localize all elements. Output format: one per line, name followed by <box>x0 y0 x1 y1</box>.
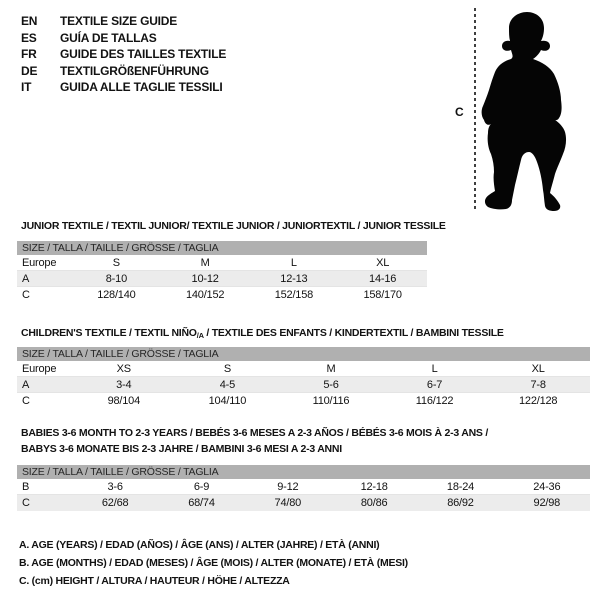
legend-item-b: B. AGE (MONTHS) / EDAD (MESES) / ÂGE (MOIS) / ALTER (MONATE) / ETÀ (MESI) <box>19 557 408 569</box>
section-title-children <box>21 325 504 344</box>
value-cell: 14-16 <box>369 272 397 285</box>
table-row-height <box>17 287 427 303</box>
babies-size-table <box>17 465 590 511</box>
value-cell: 80/86 <box>360 497 388 509</box>
section-title-subscript: /A <box>196 331 204 340</box>
row-label: C <box>22 395 30 407</box>
row-label: C <box>22 497 30 509</box>
table-row-height <box>17 393 590 409</box>
value-cell: 110/116 <box>312 395 350 407</box>
size-cell: L <box>431 362 438 375</box>
value-cell: 18-24 <box>446 480 475 493</box>
language-title: GUÍA DE TALLAS <box>60 30 157 45</box>
size-header-band: SIZE / TALLA / TAILLE / GRÖSSE / TAGLIA <box>17 465 590 479</box>
size-cell: M <box>200 256 210 269</box>
value-cell: 62/68 <box>101 497 129 509</box>
row-label: Europe <box>22 256 57 269</box>
language-row-it <box>21 79 226 96</box>
value-cell: 3-6 <box>107 480 123 493</box>
language-code: EN <box>21 14 38 28</box>
language-title-list <box>21 13 226 96</box>
value-cell: 158/170 <box>363 289 402 301</box>
value-cell: 152/158 <box>274 289 314 301</box>
legend <box>19 536 408 590</box>
size-cell: S <box>112 256 120 269</box>
value-cell: 3-4 <box>116 378 132 391</box>
section-title-junior: JUNIOR TEXTILE / TEXTIL JUNIOR/ TEXTILE JUNIOR / JUNIORTEXTIL / JUNIOR TESSILE <box>21 220 446 232</box>
legend-item-a: A. AGE (YEARS) / EDAD (AÑOS) / ÂGE (ANS) / ALTER (JAHRE) / ETÀ (ANNI) <box>19 539 380 551</box>
language-title: GUIDE DES TAILLES TEXTILE <box>60 47 227 61</box>
table-row-age <box>17 377 590 393</box>
size-header-band: SIZE / TALLA / TAILLE / GRÖSSE / TAGLIA <box>17 347 590 361</box>
language-title: GUIDA ALLE TAGLIE TESSILI <box>60 80 223 94</box>
value-cell: 5-6 <box>323 378 339 391</box>
value-cell: 8-10 <box>105 272 127 285</box>
value-cell: 12-13 <box>280 272 308 285</box>
size-cell: XL <box>376 256 390 269</box>
table-row-height <box>17 495 590 511</box>
size-cell: S <box>223 362 231 375</box>
row-label: A <box>22 272 30 285</box>
size-cell: L <box>290 256 297 269</box>
value-cell: 7-8 <box>530 378 546 391</box>
value-cell: 104/110 <box>208 395 247 407</box>
table-row-age <box>17 271 427 287</box>
language-row-de <box>21 63 226 80</box>
value-cell: 116/122 <box>415 395 454 407</box>
value-cell: 92/98 <box>533 497 561 509</box>
value-cell: 74/80 <box>274 497 302 509</box>
row-label: B <box>22 480 30 493</box>
value-cell: 140/152 <box>185 289 225 301</box>
language-title: TEXTILGRÖßENFÜHRUNG <box>60 63 209 78</box>
row-label: Europe <box>22 362 57 375</box>
language-code: DE <box>21 63 38 78</box>
section-title-line2: BABYS 3-6 MONATE BIS 2-3 JAHRE / BAMBINI 3-6 MESI A 2-3 ANNI <box>21 443 342 455</box>
row-label: C <box>22 289 30 301</box>
size-header-band: SIZE / TALLA / TAILLE / GRÖSSE / TAGLIA <box>17 241 427 255</box>
height-measure-label: C <box>455 105 464 119</box>
value-cell: 24-36 <box>533 480 561 493</box>
size-cell: XL <box>531 362 545 375</box>
section-title-text: CHILDREN'S TEXTILE / TEXTIL NIÑO <box>21 327 197 339</box>
language-row-en <box>21 13 226 30</box>
language-row-es <box>21 30 226 47</box>
value-cell: 9-12 <box>277 480 299 493</box>
size-cell: XS <box>116 362 131 375</box>
children-size-table <box>17 347 590 409</box>
section-title-babies <box>21 425 488 457</box>
value-cell: 10-12 <box>191 272 219 285</box>
value-cell: 98/104 <box>107 395 141 407</box>
language-row-fr <box>21 46 226 63</box>
section-title-text: / TEXTILE DES ENFANTS / KINDERTEXTIL / BAMBINI TESSILE <box>203 327 504 339</box>
language-code: IT <box>21 80 32 94</box>
table-row-europe <box>17 361 590 377</box>
height-measure-dashed-line <box>474 8 476 210</box>
value-cell: 12-18 <box>360 480 388 493</box>
language-title: TEXTILE SIZE GUIDE <box>60 14 178 28</box>
table-row-europe <box>17 255 427 271</box>
language-code: FR <box>21 47 37 61</box>
section-title-line1: BABIES 3-6 MONTH TO 2-3 YEARS / BEBÉS 3-6 MESES A 2-3 AÑOS / BÉBÉS 3-6 MOIS À 2-3 ANS / <box>21 427 489 439</box>
value-cell: 6-7 <box>426 378 443 391</box>
row-label: A <box>22 378 30 391</box>
value-cell: 4-5 <box>219 378 236 391</box>
value-cell: 86/92 <box>447 497 474 509</box>
value-cell: 6-9 <box>193 480 210 493</box>
junior-size-table <box>17 241 427 303</box>
toddler-silhouette-icon <box>478 2 578 217</box>
language-code: ES <box>21 30 37 45</box>
value-cell: 122/128 <box>518 395 558 407</box>
table-row-months <box>17 479 590 495</box>
value-cell: 128/140 <box>97 289 136 301</box>
legend-item-c: C. (cm) HEIGHT / ALTURA / HAUTEUR / HÖHE / ALTEZZA <box>19 575 290 587</box>
size-cell: M <box>326 362 336 375</box>
value-cell: 68/74 <box>188 497 215 509</box>
